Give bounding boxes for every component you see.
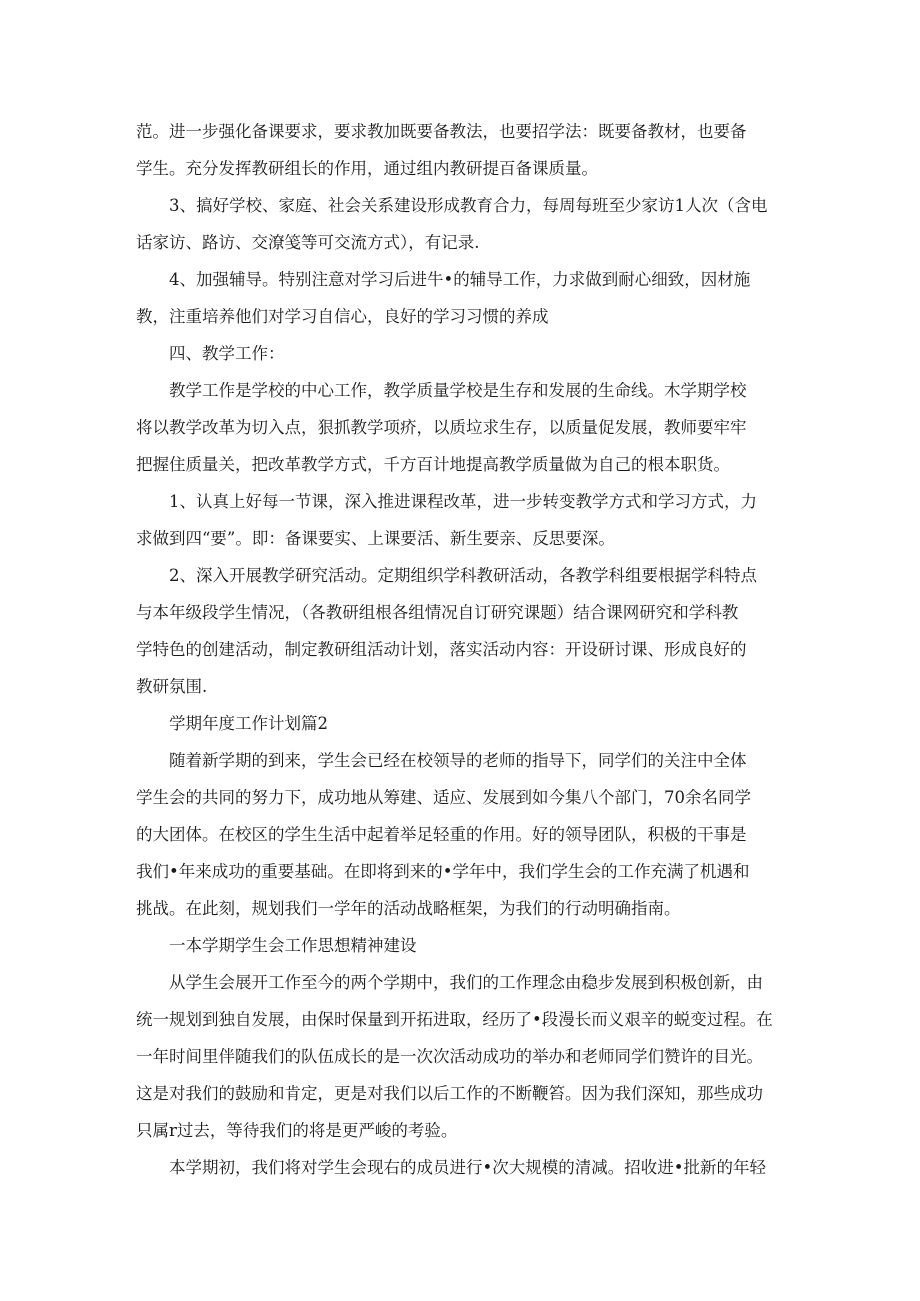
text-line: 学特色的创建活动，制定教研组活动计划，落实活动内容：开设研讨课、形成良好的 — [136, 640, 747, 659]
text-line: 从学生会展开工作至今的两个学期中，我们的工作理念由稳步发展到积极创新，由 — [169, 973, 763, 992]
text-line: 学生会的共同的努力下，成功地从筹建、适应、发展到如今集八个部门，70余名同学 — [136, 788, 751, 807]
text-line: 随着新学期的到来，学生会已经在校领导的老师的指导下，同学们的关注中全体 — [169, 751, 747, 770]
text-line: 3、搞好学校、家庭、社会关系建设形成教育合力，每周每班至少家访1人次（含电 — [169, 196, 768, 215]
section-heading-teaching — [136, 335, 796, 372]
text-line: 教，注重培养他们对学习自信心，良好的学习习惯的养成 — [136, 307, 549, 326]
text-line: 教研氛围. — [136, 677, 208, 696]
text-line: 1、认真上好每一节课，深入推进课程改革，进一步转变教学方式和学习方式，力 — [169, 492, 757, 511]
section-heading-plan-2 — [136, 705, 796, 742]
text-line: 学生。充分发挥教研组长的作用，通过组内教研提百备课质量。 — [136, 159, 598, 178]
section-heading-spirit — [136, 927, 796, 964]
paragraph-item-3 — [136, 187, 796, 261]
text-line: 学期年度工作计划篇2 — [169, 714, 328, 733]
paragraph-work-philosophy — [136, 964, 796, 1149]
text-line: 挑战。在此刻，规划我们一学年的活动战略框架，为我们的行动明确指南。 — [136, 899, 681, 918]
text-line: 一年时间里伴随我们的队伍成长的是一次次活动成功的举办和老师同学们赞许的目光。 — [136, 1047, 763, 1066]
text-line: 2、深入开展教学研究活动。定期组织学科教研活动，各教学科组要根据学科特点 — [169, 566, 757, 585]
paragraph-teaching-item-2 — [136, 557, 796, 705]
paragraph-teaching-item-1 — [136, 483, 796, 557]
paragraph-student-union-intro — [136, 742, 796, 927]
text-line: 话家访、路访、交潦笺等可交流方式），有记录. — [136, 233, 480, 252]
paragraph-teaching-intro — [136, 372, 796, 483]
text-line: 将以教学改革为切入点，狠抓教学项疥，以质垃求生存，以质量促发展，教师要牢牢 — [136, 418, 747, 437]
text-line: 与本年级段学生情况，（各教研组根各组情况自订研究课题）结合课网研究和学科教 — [136, 603, 739, 622]
paragraph-item-4 — [136, 261, 796, 335]
paragraph-lesson-prep — [136, 113, 796, 187]
text-line: 教学工作是学校的中心工作，教学质量学校是生存和发展的生命线。木学期学校 — [169, 381, 747, 400]
text-line: 的大团体。在校区的学生生活中起着举足轻重的作用。好的领导团队，积极的干事是 — [136, 825, 747, 844]
text-line: 本学期初，我们将对学生会现右的成员进行•次大规模的清减。招收进•批新的年轻 — [169, 1158, 766, 1177]
text-line: 四、教学工作： — [169, 344, 285, 363]
text-line: 一本学期学生会工作思想精神建设 — [169, 936, 417, 955]
text-line: 只属r过去，等待我们的将是更严峻的考验。 — [136, 1121, 458, 1140]
text-line: 范。进一步强化备课要求，要求教加既要备教法，也要招学法：既要备教材，也要备 — [136, 122, 747, 141]
text-line: 4、加强辅导。特别注意对学习后进牛•的辅导工作，力求做到耐心细致，因材施 — [169, 270, 751, 289]
text-line: 我们•年来成功的重要基础。在即将到来的•学年中，我们学生会的工作充满了机遇和 — [136, 862, 750, 881]
text-line: 把握住质量关，把改革教学方式，千方百计地提高教学质量做为自己的根本职货。 — [136, 455, 730, 474]
text-line: 统一规划到独自发展，由保时保量到开拓进取，经历了•段漫长而义艰辛的蜕变过程。在 — [136, 1010, 773, 1029]
paragraph-semester-start — [136, 1149, 796, 1186]
text-line: 这是对我们的鼓励和肯定，更是对我们以后工作的不断鞭笞。因为我们深知，那些成功 — [136, 1084, 763, 1103]
text-line: 求做到四“要”。即：备课要实、上课要活、新生要亲、反思要深。 — [136, 529, 615, 548]
